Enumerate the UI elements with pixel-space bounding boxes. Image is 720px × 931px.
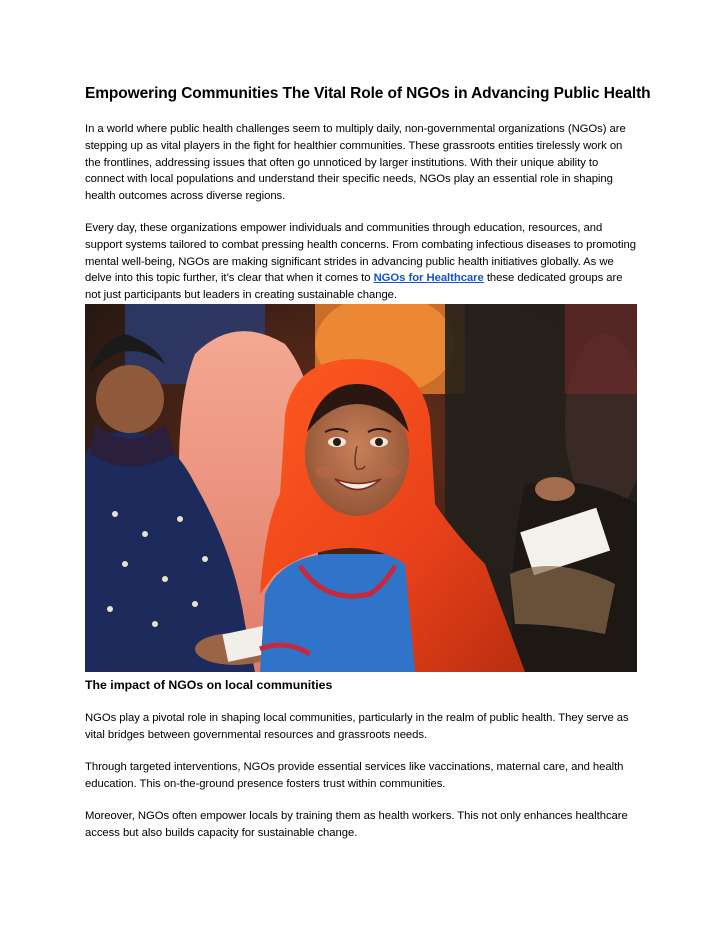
section-paragraph-3: Moreover, NGOs often empower locals by training them as health workers. This not only enhances healthcare access but also builds capacity for sustainable change. (85, 810, 628, 839)
second-paragraph-text-after: these dedicated groups are not just participants but leaders in creating sustainable change. (85, 272, 623, 302)
section-heading: The impact of NGOs on local communities (85, 678, 333, 692)
article-title: Empowering Communities The Vital Role of NGOs in Advancing Public Health (85, 85, 651, 102)
section-paragraph-1: NGOs play a pivotal role in shaping local communities, particularly in the realm of public health. They serve as vital bridges between governmental resources and grassroots needs. (85, 712, 629, 741)
second-paragraph-text-before: Every day, these organizations empower individuals and communities through education, resources, and support systems tailored to combat pressing health concerns. From combating infectious diseases to promoting mental well-being, NGOs are making significant strides in advancing public health initiatives globally. As we delve into this topic further, it’s clear that when it comes to (85, 222, 636, 285)
ngos-for-healthcare-link[interactable]: NGOs for Healthcare (373, 272, 484, 285)
girl-in-red-headscarf-photo (85, 304, 637, 672)
section-paragraph-2: Through targeted interventions, NGOs provide essential services like vaccinations, maternal care, and health education. This on-the-ground presence fosters trust within communities. (85, 761, 624, 790)
intro-paragraph: In a world where public health challenges seem to multiply daily, non-governmental organizations (NGOs) are stepping up as vital players in the fight for healthier communities. These grassroots entities tirelessly work on the frontlines, addressing issues that often go unnoticed by larger institutions. With their unique ability to connect with local populations and understand their specific needs, NGOs play an essential role in shaping health outcomes across diverse regions. (85, 123, 626, 203)
second-paragraph (85, 220, 640, 304)
